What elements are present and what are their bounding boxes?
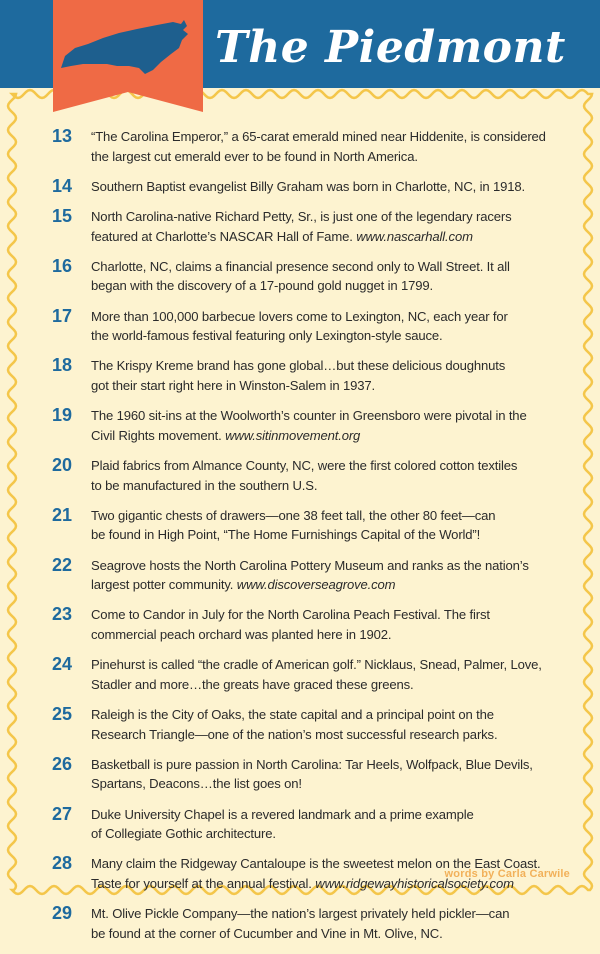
fact-item (52, 307, 567, 346)
fact-item (52, 506, 567, 545)
fact-text (91, 556, 567, 595)
fact-url-link[interactable]: www.discoverseagrove.com (236, 577, 396, 593)
fact-text (91, 705, 567, 744)
fact-body: Raleigh is the City of Oaks, the state capital and a principal point on the Research Triangle—one of the nation’s most successful research parks. (91, 707, 498, 742)
fact-item (52, 127, 567, 166)
fact-body: Plaid fabrics from Almance County, NC, were the first colored cotton textiles to be manufactured in the southern U.S. (91, 458, 518, 493)
fact-item (52, 406, 567, 445)
fact-text (91, 406, 567, 445)
fact-text (91, 904, 567, 943)
state-flag (53, 0, 203, 112)
fact-body: Charlotte, NC, claims a financial presence second only to Wall Street. It all began with the discovery of a 17-pound gold nugget in 1799. (91, 258, 510, 294)
fact-item (52, 177, 567, 197)
fact-text (91, 655, 567, 694)
fact-number: 15 (52, 206, 73, 227)
fact-body: The Krispy Kreme brand has gone global…but these delicious doughnuts got their start right here in Winston-Salem in 1937. (91, 358, 506, 393)
fact-item (52, 904, 567, 943)
fact-list (52, 127, 567, 954)
fact-item (52, 805, 567, 844)
fact-item (52, 556, 567, 595)
fact-item (52, 456, 567, 495)
fact-item (52, 655, 567, 694)
fact-text (91, 307, 567, 346)
fact-body: Come to Candor in July for the North Carolina Peach Festival. The first commercial peach orchard was planted here in 1902. (91, 607, 490, 642)
fact-url-link[interactable]: www.ridgewayhistoricalsociety.com (315, 875, 514, 891)
fact-number: 17 (52, 305, 73, 326)
fact-item (52, 207, 567, 246)
fact-item (52, 755, 567, 794)
fact-body: Seagrove hosts the North Carolina Pottery Museum and ranks as the nation’s largest potter community. (91, 557, 529, 593)
fact-body: Two gigantic chests of drawers—one 38 feet tall, the other 80 feet—can be found in High Point, “The Home Furnishings Capital of the World”! (91, 507, 496, 543)
fact-number: 14 (52, 175, 73, 196)
fact-number: 16 (52, 255, 73, 276)
fact-number: 18 (52, 355, 73, 376)
fact-text (91, 356, 567, 395)
fact-text (91, 177, 567, 197)
fact-number: 13 (52, 126, 73, 146)
fact-number: 22 (52, 554, 73, 575)
author-credit: words by Carla Carwile (444, 868, 570, 880)
fact-text (91, 456, 567, 495)
fact-text (91, 805, 567, 844)
fact-text (91, 207, 567, 246)
page-title: The Piedmont (215, 22, 566, 73)
fact-number: 25 (52, 704, 73, 725)
fact-number: 29 (52, 903, 73, 924)
fact-number: 19 (52, 405, 73, 426)
fact-number: 23 (52, 604, 73, 625)
fact-url-link[interactable]: www.sitinmovement.org (225, 427, 361, 443)
fact-number: 26 (52, 753, 73, 774)
fact-number: 20 (52, 455, 73, 476)
fact-body: Duke University Chapel is a revered landmark and a prime example of Collegiate Gothic architecture. (91, 806, 474, 842)
fact-item (52, 257, 567, 296)
fact-item (52, 705, 567, 744)
fact-url-link[interactable]: www.nascarhall.com (356, 228, 473, 244)
fact-text (91, 506, 567, 545)
fact-body: Pinehurst is called “the cradle of American golf.” Nicklaus, Snead, Palmer, Love, Stadler and more…the greats have graced these greens. (91, 657, 542, 692)
fact-text (91, 127, 567, 166)
fact-number: 27 (52, 803, 73, 824)
fact-text (91, 755, 567, 794)
fact-item (52, 356, 567, 395)
fact-item (52, 605, 567, 644)
fact-body: North Carolina-native Richard Petty, Sr., is just one of the legendary racers featured at Charlotte’s NASCAR Hall of Fame. (91, 209, 512, 244)
fact-number: 21 (52, 504, 73, 525)
fact-body: The 1960 sit-ins at the Woolworth’s counter in Greensboro were pivotal in the Civil Rights movement. (91, 408, 527, 443)
fact-body: Basketball is pure passion in North Carolina: Tar Heels, Wolfpack, Blue Devils, Spartans, Deacons…the list goes on! (91, 756, 533, 792)
fact-body: More than 100,000 barbecue lovers come to Lexington, NC, each year for the world-famous festival featuring only Lexington-style sauce. (91, 308, 508, 344)
fact-number: 24 (52, 654, 73, 675)
fact-number: 28 (52, 853, 73, 874)
fact-body: Mt. Olive Pickle Company—the nation’s largest privately held pickler—can be found at the corner of Cucumber and Vine in Mt. Olive, NC. (91, 906, 510, 941)
fact-text (91, 257, 567, 296)
fact-body: Southern Baptist evangelist Billy Graham was born in Charlotte, NC, in 1918. (91, 178, 526, 194)
fact-body: “The Carolina Emperor,” a 65-carat emerald mined near Hiddenite, is considered the largest cut emerald ever to be found in North America. (91, 129, 546, 164)
fact-text (91, 605, 567, 644)
fact-body: Many claim the Ridgeway Cantaloupe is the sweetest melon on the East Coast. Taste for yourself at the annual festival. (91, 856, 541, 891)
